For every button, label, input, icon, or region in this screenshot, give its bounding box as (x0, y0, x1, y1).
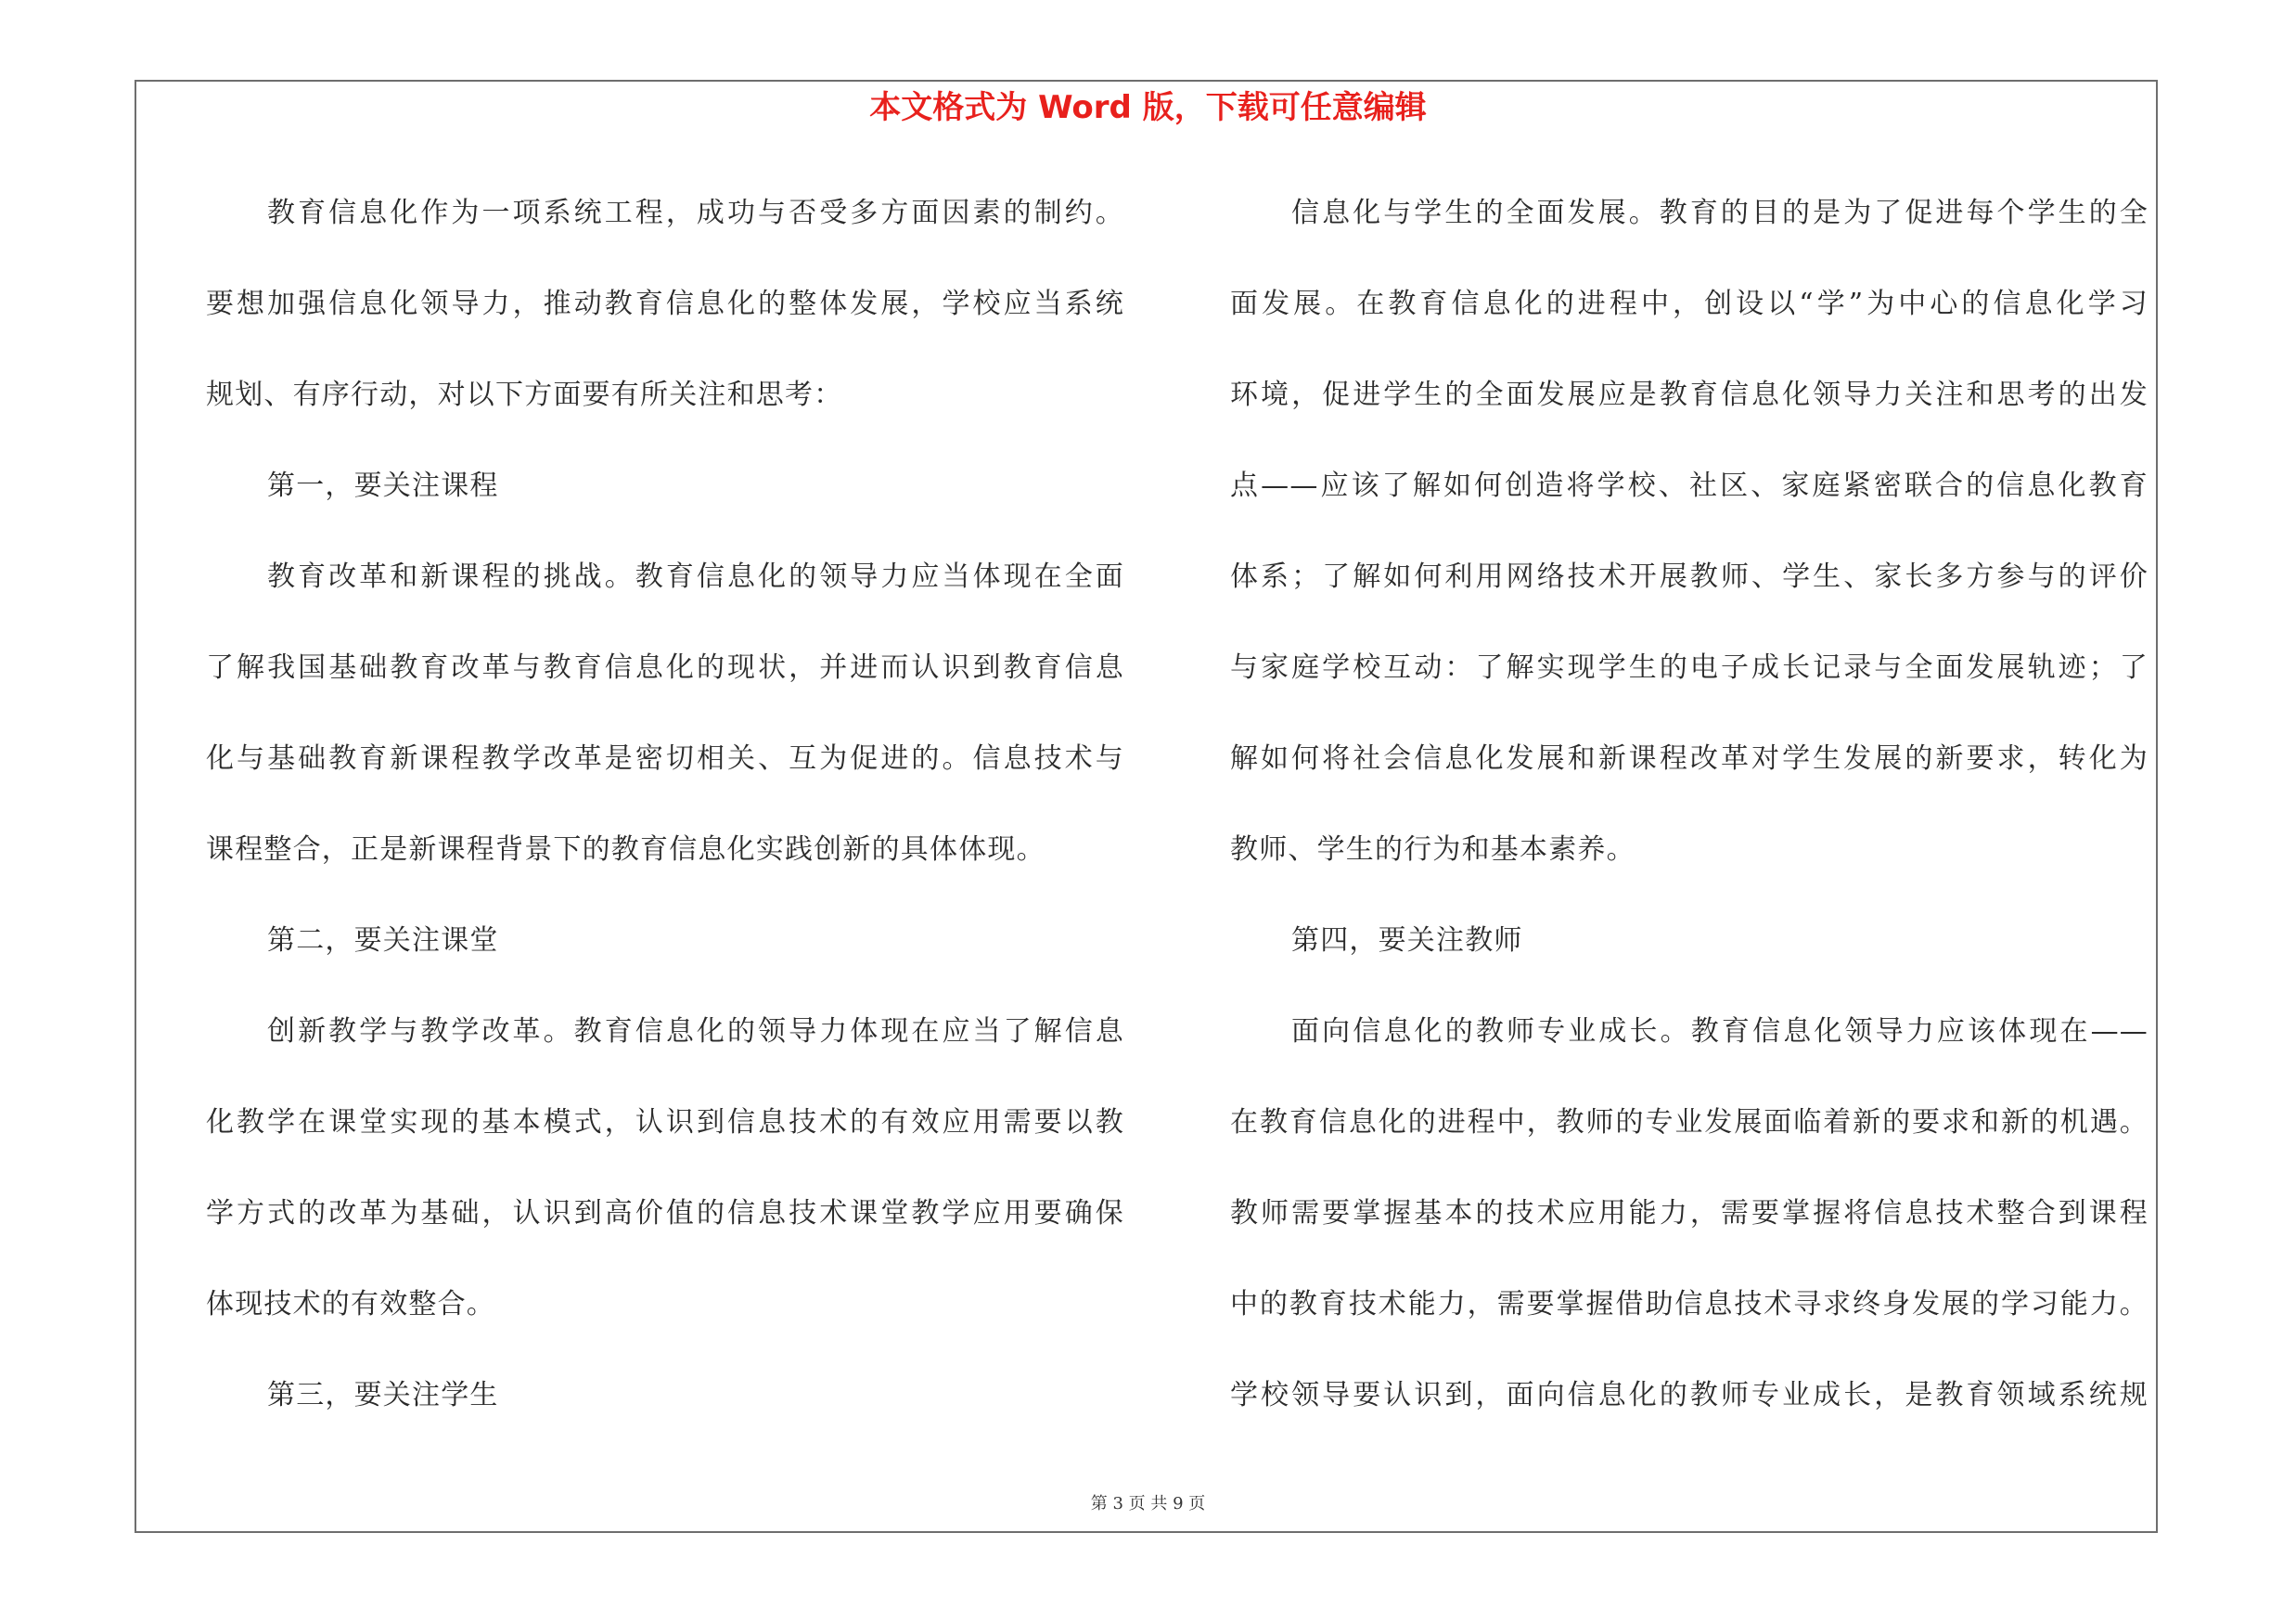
right-column-text-line: 面发展。在教育信息化的进程中，创设以“学”为中心的信息化学习 (1230, 288, 2148, 320)
right-column-text-line: 在教育信息化的进程中，教师的专业发展面临着新的要求和新的机遇。 (1230, 1106, 2148, 1139)
right-column-text-line: 解如何将社会信息化发展和新课程改革对学生发展的新要求，转化为 (1230, 742, 2148, 775)
right-column-text-line: 中的教育技术能力，需要掌握借助信息技术寻求终身发展的学习能力。 (1230, 1288, 2148, 1320)
left-column-text-line: 化教学在课堂实现的基本模式，认识到信息技术的有效应用需要以教 (206, 1106, 1124, 1139)
right-column-text-line: 信息化与学生的全面发展。教育的目的是为了促进每个学生的全 (1291, 197, 2148, 229)
left-column-text-line: 了解我国基础教育改革与教育信息化的现状，并进而认识到教育信息 (206, 651, 1124, 684)
page-number-footer: 第 3 页 共 9 页 (1090, 1494, 1206, 1514)
left-column-text-line: 教育信息化作为一项系统工程，成功与否受多方面因素的制约。 (267, 197, 1124, 229)
right-column-text-line: 点——应该了解如何创造将学校、社区、家庭紧密联合的信息化教育 (1230, 470, 2148, 502)
right-column-text-line: 学校领导要认识到，面向信息化的教师专业成长，是教育领域系统规 (1230, 1379, 2148, 1411)
left-column-text-line: 规划、有序行动，对以下方面要有所关注和思考： (206, 379, 843, 411)
right-column-section-heading: 第四，要关注教师 (1291, 924, 1523, 957)
right-text-column (1230, 180, 2148, 1453)
left-column-text-line: 要想加强信息化领导力，推动教育信息化的整体发展，学校应当系统 (206, 288, 1124, 320)
left-column-text-line: 化与基础教育新课程教学改革是密切相关、互为促进的。信息技术与 (206, 742, 1124, 775)
right-column-text-line: 教师需要掌握基本的技术应用能力，需要掌握将信息技术整合到课程 (1230, 1197, 2148, 1230)
left-column-section-heading: 第三，要关注学生 (267, 1379, 499, 1411)
left-column-text-line: 体现技术的有效整合。 (206, 1288, 495, 1320)
left-column-text-line: 课程整合，正是新课程背景下的教育信息化实践创新的具体体现。 (206, 833, 1045, 866)
right-column-text-line: 体系；了解如何利用网络技术开展教师、学生、家长多方参与的评价 (1230, 560, 2148, 593)
left-column-section-heading: 第一，要关注课程 (267, 470, 499, 502)
left-column-text-line: 学方式的改革为基础，认识到高价值的信息技术课堂教学应用要确保 (206, 1197, 1124, 1230)
right-column-text-line: 教师、学生的行为和基本素养。 (1230, 833, 1635, 866)
left-column-text-line: 创新教学与教学改革。教育信息化的领导力体现在应当了解信息 (267, 1015, 1124, 1048)
left-column-text-line: 教育改革和新课程的挑战。教育信息化的领导力应当体现在全面 (267, 560, 1124, 593)
right-column-text-line: 环境，促进学生的全面发展应是教育信息化领导力关注和思考的出发 (1230, 379, 2148, 411)
right-column-text-line: 面向信息化的教师专业成长。教育信息化领导力应该体现在—— (1291, 1015, 2148, 1048)
left-text-column (206, 180, 1124, 1453)
right-column-text-line: 与家庭学校互动：了解实现学生的电子成长记录与全面发展轨迹；了 (1230, 651, 2148, 684)
format-notice-banner: 本文格式为 Word 版，下载可任意编辑 (869, 89, 1427, 126)
left-column-section-heading: 第二，要关注课堂 (267, 924, 499, 957)
